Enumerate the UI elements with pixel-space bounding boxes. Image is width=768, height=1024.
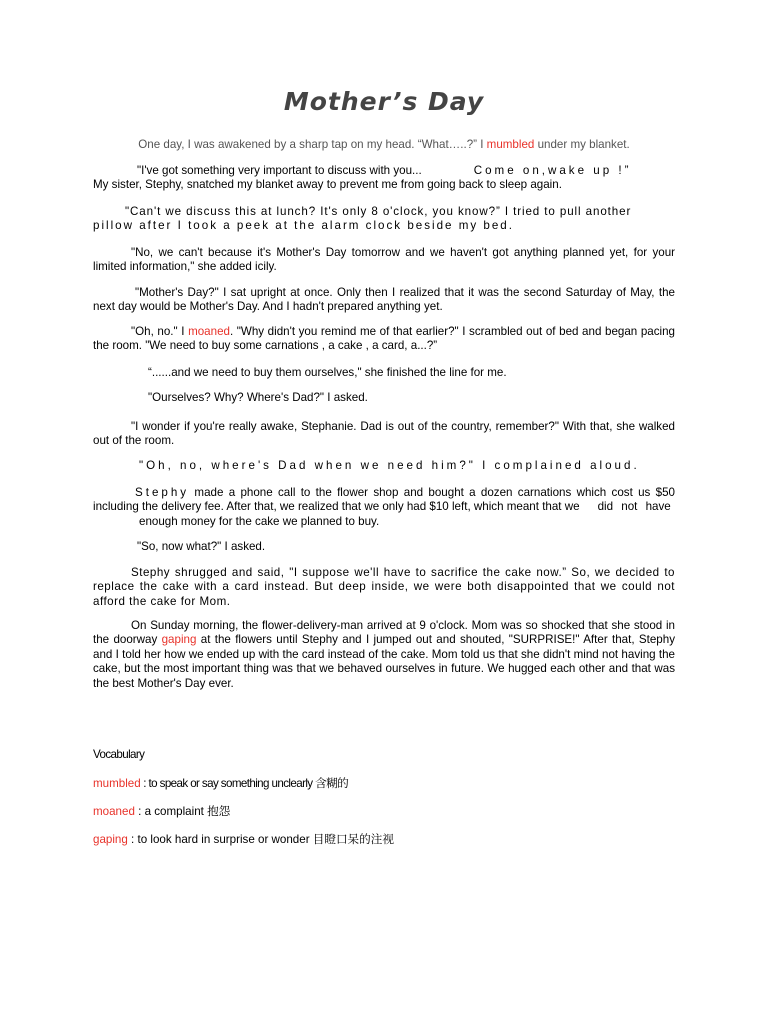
paragraph-8: "Ourselves? Why? Where's Dad?" I asked. bbox=[148, 391, 368, 404]
paragraph-10: "Oh, no, where's Dad when we need him?" I complained aloud. bbox=[139, 459, 640, 472]
paragraph-14: On Sunday morning, the flower-delivery-man arrived at 9 o'clock. Mom was so shocked that she stood in the doorway gaping at the flowers until Stephy and I jumped out and shouted, "SURPRISE!" After that, Stephy and I told her how we ended up with the card instead of the cake. Mom told us that she didn't mind not having the cake, but the most important thing was that we behaved ourselves in future. We hugged each other and that was the best Mother's Day ever. bbox=[93, 619, 675, 690]
highlight-word-moaned: moaned bbox=[188, 325, 230, 338]
paragraph-6: "Oh, no." I moaned. "Why didn't you remind me of that earlier?" I scrambled out of bed and began pacing the room. "We need to buy some carnations , a cake , a card, a...?” bbox=[93, 325, 675, 353]
vocab-item-gaping: gaping : to look hard in surprise or wonder 目瞪口呆的注视 bbox=[93, 833, 394, 846]
paragraph-4: "No, we can't because it's Mother's Day tomorrow and we haven't got anything planned yet, for your limited information," she added icily. bbox=[93, 246, 675, 274]
vocab-item-mumbled: mumbled : to speak or say something unclearly 含糊的 bbox=[93, 777, 349, 790]
paragraph-11: Stephy made a phone call to the flower shop and bought a dozen carnations which cost us $50 including the delivery fee. After that, we realized that we only had $10 left, which meant that we did not have enough money for the cake we planned to buy. bbox=[93, 486, 675, 528]
paragraph-5: "Mother's Day?" I sat upright at once. Only then I realized that it was the second Saturday of May, the next day would be Mother's Day. And I hadn't prepared anything yet. bbox=[93, 286, 675, 314]
highlight-word-mumbled: mumbled bbox=[486, 138, 535, 151]
paragraph-3: "Can't we discuss this at lunch? It's only 8 o'clock, you know?” I tried to pull another pillow after I took a peek at the alarm clock beside my bed. bbox=[93, 205, 632, 233]
paragraph-12: "So, now what?" I asked. bbox=[137, 540, 266, 553]
vocab-item-moaned: moaned : a complaint 抱怨 bbox=[93, 805, 231, 818]
paragraph-13: Stephy shrugged and said, "I suppose we'll have to sacrifice the cake now.” So, we decided to replace the cake with a card instead. But deep inside, we were both disappointed that we could not afford the cake for Mom. bbox=[93, 566, 675, 608]
highlight-word-gaping: gaping bbox=[161, 633, 197, 647]
paragraph-9: "I wonder if you're really awake, Stephanie. Dad is out of the country, remember?" With that, she walked out of the room. bbox=[93, 420, 675, 448]
paragraph-1: One day, I was awakened by a sharp tap on my head. “What…..?” I mumbled under my blanket. bbox=[138, 138, 630, 151]
page-title: Mother’s Day bbox=[283, 87, 485, 116]
paragraph-7: “......and we need to buy them ourselves," she finished the line for me. bbox=[148, 366, 507, 379]
paragraph-2: "I've got something very important to discuss with you... Come on,wake up !” My sister, Stephy, snatched my blanket away to prevent me from going back to sleep again. bbox=[93, 164, 632, 192]
vocabulary-heading: Vocabulary bbox=[93, 748, 145, 761]
